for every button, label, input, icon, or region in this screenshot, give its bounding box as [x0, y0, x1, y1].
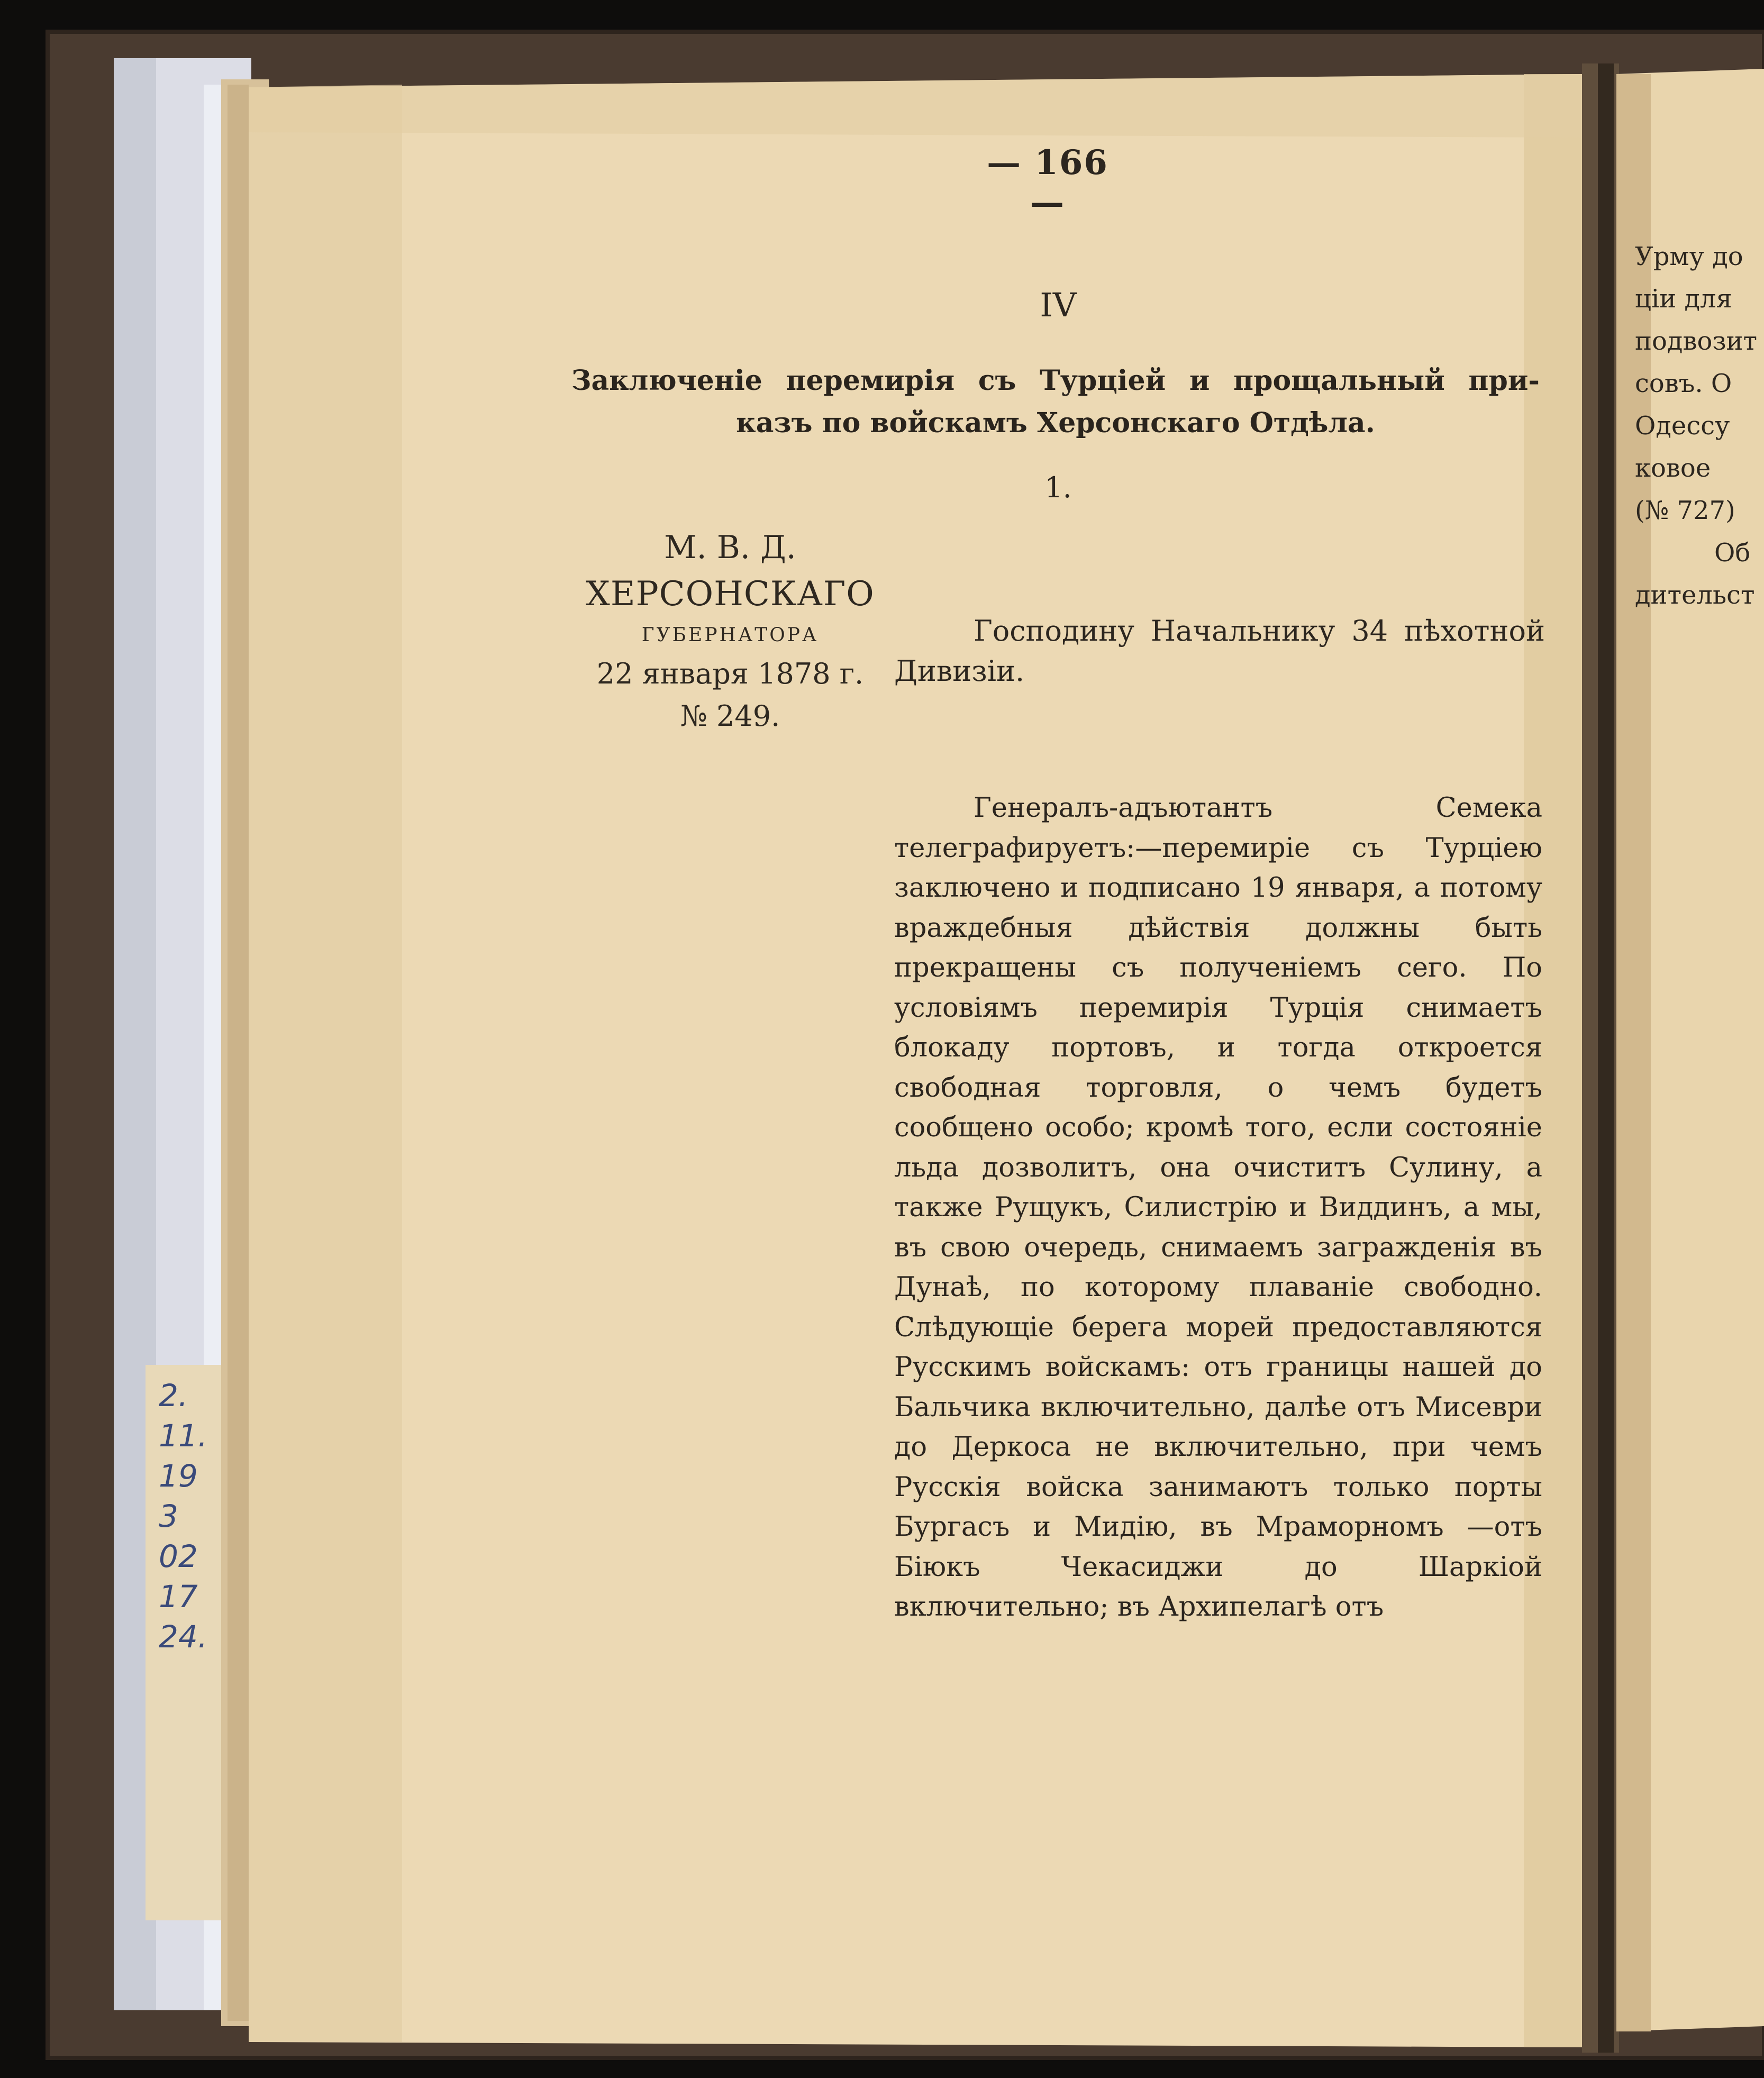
heading-line-1: Заключеніе перемирія съ Турціей и прощальный при-: [571, 364, 1540, 397]
addressee: Господину Начальнику 34 пѣхотной Дивизіи.: [894, 614, 1545, 688]
stamp-line: 19: [159, 1458, 198, 1494]
right-page-line: подвозит: [1635, 326, 1758, 356]
stamp-line: 3: [159, 1498, 178, 1534]
right-page-line: Об: [1714, 538, 1751, 568]
sender-ministry: М. В. Д.: [664, 529, 796, 566]
right-page-line: ціи для: [1635, 284, 1732, 314]
telegram-body-text: Генералъ-адъютантъ Семека телеграфируетъ:—перемиріе съ Турціею заключено и подписано 19 января, а потому враждебныя дѣйствія должны быть прекращены съ полученіемъ сего. По условіямъ перемирія Турція снимаетъ блокаду портовъ, и тогда откроется свободная торговля, о чемъ будетъ сообщено особо; кромѣ того, если состояніе льда дозволитъ, она очиститъ Сулину, а также Рущукъ, Силистрію и Виддинъ, а мы, въ свою очередь, снимаемъ загражденія въ Дунаѣ, по которому плаваніе свободно. Слѣдующіе берега морей предоставляются Русскимъ войскамъ: отъ границы нашей до Бальчика включительно, далѣе отъ Мисеври до Деркоса не включительно, при чемъ Русскія войска занимаютъ только порты Бургасъ и Мидію, въ Мраморномъ —отъ Біюкъ Чекасиджи до Шаркіой включительно; въ Архипелагѣ отъ: [894, 792, 1542, 1623]
sender-title: ГУБЕРНАТОРА: [641, 624, 819, 646]
right-page-line: (№ 727): [1635, 496, 1735, 525]
right-page-line: Урму до: [1635, 242, 1743, 271]
stamp-line: 2.: [159, 1378, 188, 1414]
sender-number: № 249.: [680, 699, 780, 733]
stamp-line: 02: [159, 1538, 198, 1574]
document-number: 1.: [1044, 471, 1072, 504]
heading-line-2: казъ по войскамъ Херсонскаго Отдѣла.: [736, 407, 1375, 439]
right-page-line: дительст: [1635, 580, 1755, 610]
page-number: — 166 —: [987, 143, 1108, 222]
right-page-line: ковое: [1635, 453, 1711, 483]
sender-date: 22 января 1878 г.: [596, 657, 864, 690]
sender-block: [571, 529, 889, 742]
right-page-line: Одессу: [1635, 411, 1730, 441]
library-stamp: [159, 1375, 233, 1657]
section-numeral: IV: [1040, 286, 1077, 324]
section-heading: [571, 360, 1540, 444]
right-page-line: совъ. О: [1635, 369, 1732, 398]
stamp-line: 17: [159, 1579, 198, 1615]
stamp-line: 24.: [159, 1619, 208, 1655]
stamp-line: 11.: [159, 1418, 208, 1454]
sender-region: ХЕРСОНСКАГО: [586, 575, 875, 614]
